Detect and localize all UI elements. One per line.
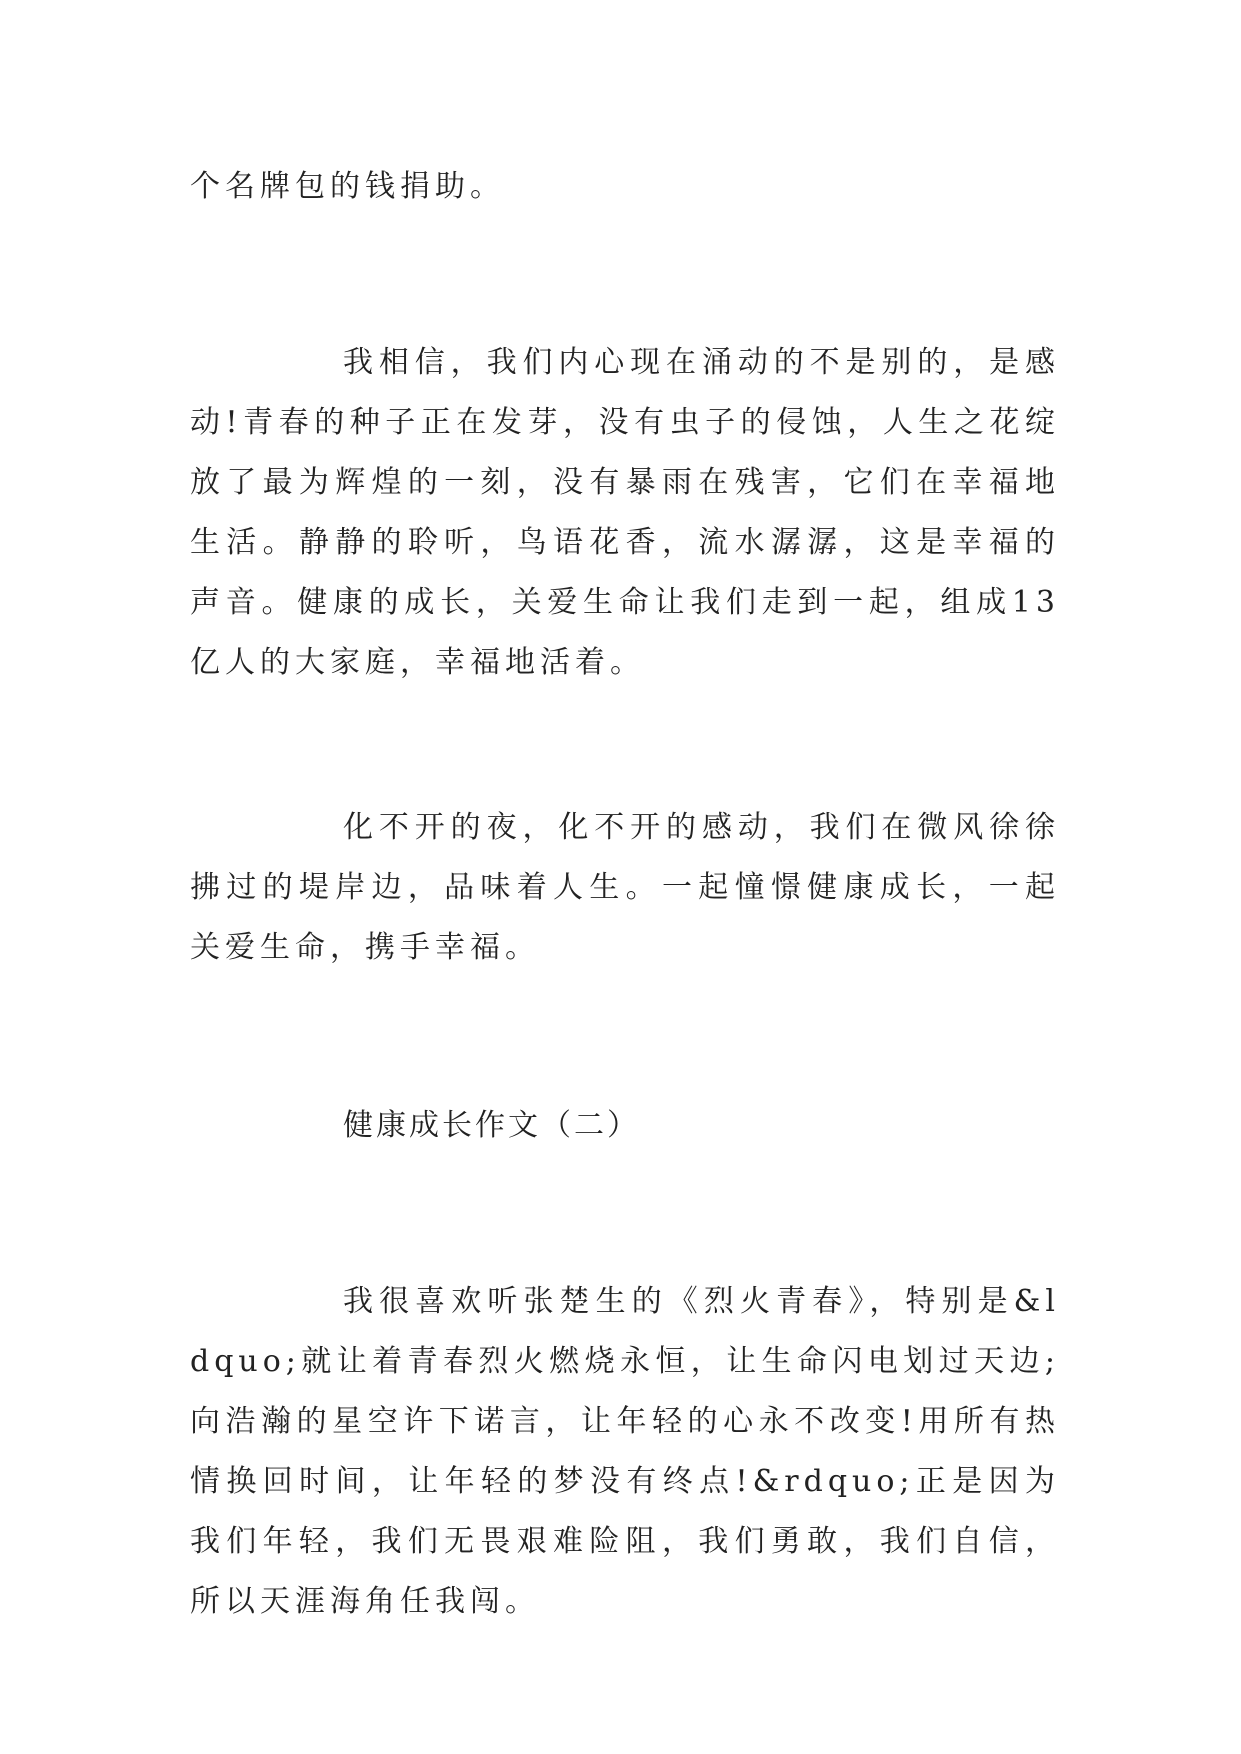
section-heading: 健康成长作文（二） <box>343 1108 640 1143</box>
paragraph-touched: 我相信，我们内心现在涌动的不是别的，是感动!青春的种子正在发芽，没有虫子的侵蚀，人生之花绽放了最为辉煌的一刻，没有暴雨在残害，它们在幸福地生活。静静的聆听，鸟语花香，流水潺潺，这是幸福的声音。健康的成长，关爱生命让我们走到一起，组成13亿人的大家庭，幸福地活着。 <box>190 345 1060 680</box>
paragraph-night: 化不开的夜，化不开的感动，我们在微风徐徐拂过的堤岸边，品味着人生。一起憧憬健康成长，一起关爱生命，携手幸福。 <box>190 810 1060 965</box>
paragraph-song: 我很喜欢听张楚生的《烈火青春》，特别是&ldquo;就让着青春烈火燃烧永恒，让生命闪电划过天边;向浩瀚的星空许下诺言，让年轻的心永不改变!用所有热情换回时间，让年轻的梦没有终点!&rdquo;正是因为我们年轻，我们无畏艰难险阻，我们勇敢，我们自信，所以天涯海角任我闯。 <box>190 1284 1060 1619</box>
paragraph-continuation: 个名牌包的钱捐助。 <box>190 169 505 204</box>
